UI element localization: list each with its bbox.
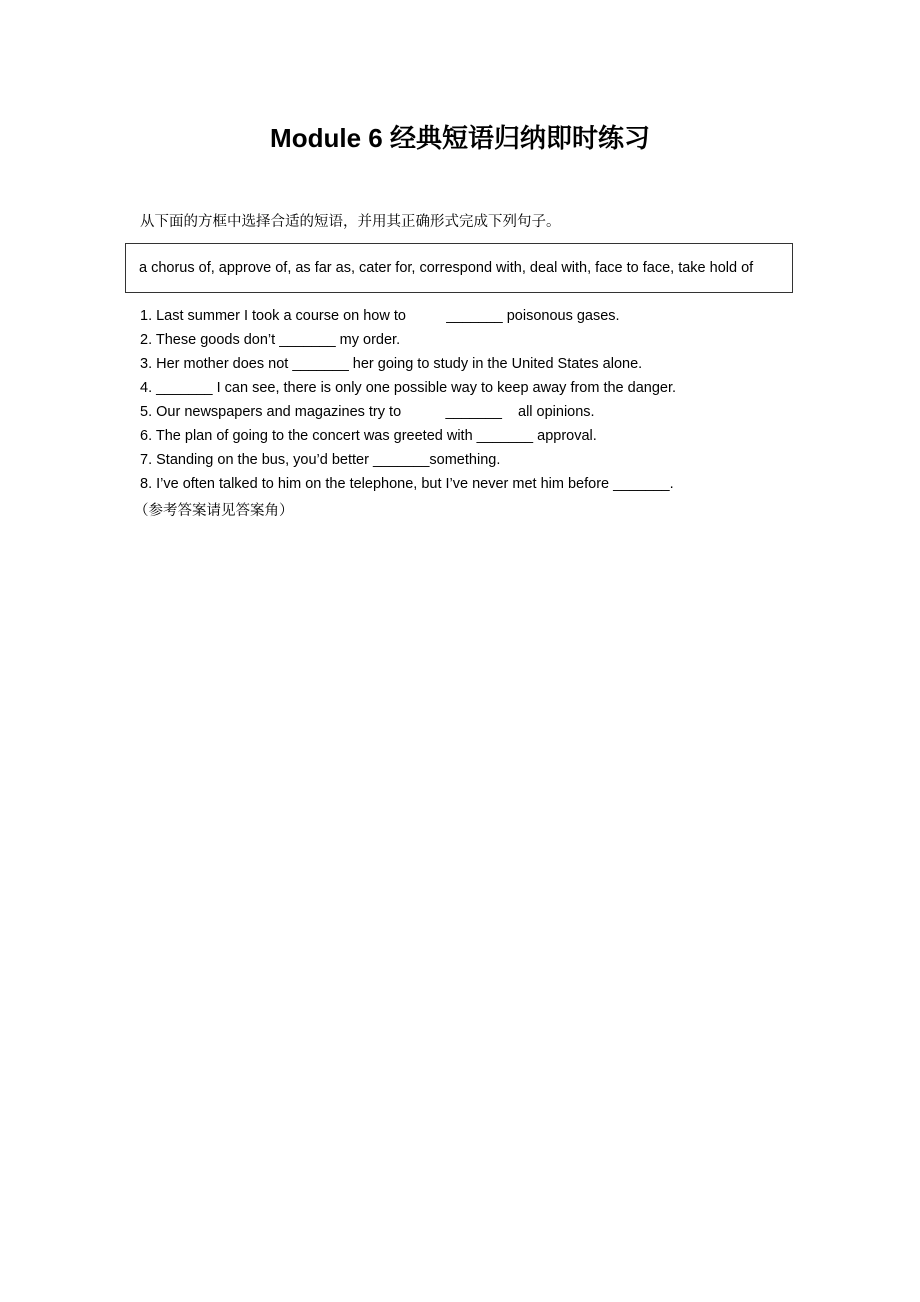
question-2: 2. These goods don’t _______ my order. — [140, 332, 401, 348]
question-4: 4. _______ I can see, there is only one possible way to keep away from the danger. — [140, 380, 677, 396]
page-title: Module 6 经典短语归纳即时练习 — [270, 123, 650, 153]
phrase-box — [125, 243, 793, 293]
question-8: 8. I’ve often talked to him on the telephone, but I’ve never met him before _______. — [140, 476, 674, 492]
answer-note: （参考答案请见答案角） — [134, 503, 294, 519]
question-5: 5. Our newspapers and magazines try to _______ all opinions. — [140, 404, 595, 420]
phrase-list: a chorus of, approve of, as far as, cater for, correspond with, deal with, face to face, take hold of — [139, 260, 754, 276]
question-3: 3. Her mother does not _______ her going to study in the United States alone. — [140, 356, 643, 372]
question-1: 1. Last summer I took a course on how to _______ poisonous gases. — [140, 308, 620, 324]
question-7: 7. Standing on the bus, you’d better _______something. — [140, 452, 501, 468]
question-6: 6. The plan of going to the concert was greeted with _______ approval. — [140, 428, 597, 444]
instruction: 从下面的方框中选择合适的短语，并用其正确形式完成下列句子。 — [140, 214, 561, 230]
